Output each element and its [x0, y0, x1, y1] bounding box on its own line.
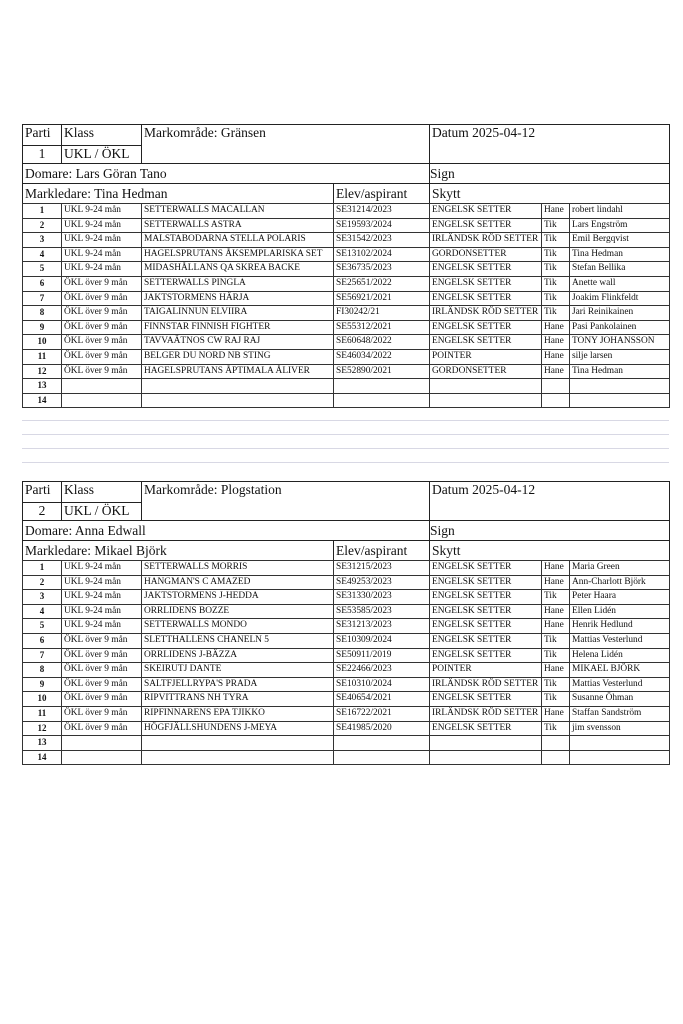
breed-cell: IRLÄNDSK RÖD SETTER [430, 677, 542, 692]
breed-cell: ENGELSK SETTER [430, 335, 542, 350]
table-row [23, 633, 670, 648]
sign-label: Sign [430, 522, 455, 538]
reg-number-cell [334, 750, 430, 765]
breed-cell: ENGELSK SETTER [430, 262, 542, 277]
handler-cell: Helena Lidén [570, 648, 670, 663]
dog-name-cell: HANGMAN'S C AMAZED [142, 575, 334, 590]
reg-number-cell [334, 393, 430, 408]
handler-cell [570, 393, 670, 408]
class-cell: UKL 9-24 mån [62, 204, 142, 219]
skytt-label: Skytt [430, 184, 670, 204]
dog-name-cell: SETTERWALLS ASTRA [142, 218, 334, 233]
start-number: 5 [23, 262, 62, 277]
dog-name-cell: BELGER DU NORD NB STING [142, 349, 334, 364]
breed-cell: ENGELSK SETTER [430, 604, 542, 619]
start-number: 11 [23, 349, 62, 364]
domare-field: Domare: Anna Edwall [23, 521, 430, 541]
handler-cell: Stefan Bellika [570, 262, 670, 277]
class-cell [62, 750, 142, 765]
parti-number: 1 [23, 146, 62, 164]
table-row [23, 204, 670, 219]
class-cell: ÖKL över 9 mån [62, 335, 142, 350]
reg-number-cell: SE52890/2021 [334, 364, 430, 379]
dog-list-table-1 [22, 203, 670, 408]
class-cell: UKL 9-24 mån [62, 575, 142, 590]
table-row [23, 590, 670, 605]
class-cell: ÖKL över 9 mån [62, 706, 142, 721]
markomrade-field: Markområde: Gränsen [142, 125, 430, 164]
sign-label: Sign [430, 165, 455, 181]
class-cell: ÖKL över 9 mån [62, 291, 142, 306]
dog-name-cell: MIDASHÅLLANS QA SKREA BACKE [142, 262, 334, 277]
class-cell: ÖKL över 9 mån [62, 320, 142, 335]
breed-cell [430, 393, 542, 408]
breed-cell: ENGELSK SETTER [430, 619, 542, 634]
table-row [23, 364, 670, 379]
start-number: 11 [23, 706, 62, 721]
start-number: 2 [23, 575, 62, 590]
sex-cell: Hane [542, 619, 570, 634]
dog-name-cell: SLETTHALLENS CHANELN 5 [142, 633, 334, 648]
breed-cell: ENGELSK SETTER [430, 204, 542, 219]
handler-cell: silje larsen [570, 349, 670, 364]
start-number: 3 [23, 233, 62, 248]
start-number: 13 [23, 379, 62, 394]
sex-cell: Tik [542, 721, 570, 736]
sex-cell: Hane [542, 204, 570, 219]
table-row [23, 320, 670, 335]
reg-number-cell: SE19593/2024 [334, 218, 430, 233]
handler-cell: Mattias Vesterlund [570, 677, 670, 692]
sex-cell: Tik [542, 247, 570, 262]
start-number: 4 [23, 604, 62, 619]
sex-cell: Hane [542, 320, 570, 335]
table-row [23, 575, 670, 590]
separator-line [22, 434, 669, 435]
table-row [23, 262, 670, 277]
breed-cell: IRLÄNDSK RÖD SETTER [430, 233, 542, 248]
reg-number-cell: SE13102/2024 [334, 247, 430, 262]
sex-cell: Hane [542, 604, 570, 619]
sex-cell [542, 750, 570, 765]
reg-number-cell: FI30242/21 [334, 306, 430, 321]
breed-cell: ENGELSK SETTER [430, 648, 542, 663]
table-row [23, 736, 670, 751]
breed-cell [430, 379, 542, 394]
handler-cell: Susanne Öhman [570, 692, 670, 707]
sex-cell [542, 393, 570, 408]
dog-list-table-2 [22, 560, 670, 765]
start-number: 7 [23, 648, 62, 663]
class-cell: ÖKL över 9 mån [62, 364, 142, 379]
sex-cell: Tik [542, 233, 570, 248]
dog-name-cell: TAIGALINNUN ELVIIRA [142, 306, 334, 321]
dog-name-cell [142, 379, 334, 394]
separator-line [22, 462, 669, 463]
parti-header-2 [22, 481, 670, 521]
dog-list-body [23, 561, 670, 765]
skytt-label: Skytt [430, 541, 670, 561]
klass-value: UKL / ÖKL [62, 503, 142, 521]
table-row [23, 306, 670, 321]
breed-cell: ENGELSK SETTER [430, 575, 542, 590]
sex-cell: Tik [542, 306, 570, 321]
class-cell: UKL 9-24 mån [62, 262, 142, 277]
handler-cell [570, 736, 670, 751]
dog-name-cell: SETTERWALLS PINGLA [142, 276, 334, 291]
elev-label: Elev/aspirant [334, 541, 430, 561]
dog-name-cell: HÖGFJÄLLSHUNDENS J-MEYA [142, 721, 334, 736]
dog-name-cell: RIPFINNARENS EPA TJIKKO [142, 706, 334, 721]
breed-cell [430, 750, 542, 765]
datum-field: Datum 2025-04-12 [430, 482, 670, 521]
dog-name-cell: SETTERWALLS MACALLAN [142, 204, 334, 219]
breed-cell: ENGELSK SETTER [430, 320, 542, 335]
dog-name-cell: FINNSTAR FINNISH FIGHTER [142, 320, 334, 335]
parti-officials-1 [22, 163, 670, 184]
reg-number-cell [334, 379, 430, 394]
parti-section-2 [22, 481, 669, 765]
class-cell [62, 393, 142, 408]
class-cell: UKL 9-24 mån [62, 561, 142, 576]
table-row [23, 349, 670, 364]
sex-cell: Hane [542, 706, 570, 721]
sex-cell: Tik [542, 262, 570, 277]
reg-number-cell: SE41985/2020 [334, 721, 430, 736]
class-cell: ÖKL över 9 mån [62, 633, 142, 648]
start-number: 13 [23, 736, 62, 751]
markledare-field: Markledare: Mikael Björk [23, 541, 334, 561]
breed-cell: ENGELSK SETTER [430, 633, 542, 648]
reg-number-cell: SE31214/2023 [334, 204, 430, 219]
dog-name-cell: MALSTABODARNA STELLA POLARIS [142, 233, 334, 248]
dog-name-cell: ORRLIDENS J-BÄZZA [142, 648, 334, 663]
breed-cell: IRLÄNDSK RÖD SETTER [430, 306, 542, 321]
class-cell: ÖKL över 9 mån [62, 721, 142, 736]
sex-cell: Tik [542, 648, 570, 663]
start-number: 9 [23, 677, 62, 692]
markomrade-field: Markområde: Plogstation [142, 482, 430, 521]
start-number: 8 [23, 663, 62, 678]
handler-cell: Mattias Vesterlund [570, 633, 670, 648]
handler-cell: Tina Hedman [570, 364, 670, 379]
handler-cell: Staffan Sandström [570, 706, 670, 721]
class-cell: UKL 9-24 mån [62, 218, 142, 233]
start-number: 6 [23, 633, 62, 648]
class-cell: ÖKL över 9 mån [62, 663, 142, 678]
start-number: 1 [23, 561, 62, 576]
sign-field [430, 164, 670, 184]
reg-number-cell: SE31542/2023 [334, 233, 430, 248]
table-row [23, 291, 670, 306]
table-row [23, 604, 670, 619]
reg-number-cell: SE10310/2024 [334, 677, 430, 692]
handler-cell: Joakim Flinkfeldt [570, 291, 670, 306]
klass-value: UKL / ÖKL [62, 146, 142, 164]
dog-name-cell: RIPVITTRANS NH TYRA [142, 692, 334, 707]
handler-cell [570, 379, 670, 394]
breed-cell: ENGELSK SETTER [430, 721, 542, 736]
handler-cell: jim svensson [570, 721, 670, 736]
breed-cell: POINTER [430, 663, 542, 678]
handler-cell: Tina Hedman [570, 247, 670, 262]
reg-number-cell: SE40654/2021 [334, 692, 430, 707]
reg-number-cell: SE31330/2023 [334, 590, 430, 605]
class-cell: ÖKL över 9 mån [62, 349, 142, 364]
elev-label: Elev/aspirant [334, 184, 430, 204]
class-cell: ÖKL över 9 mån [62, 276, 142, 291]
breed-cell: ENGELSK SETTER [430, 291, 542, 306]
class-cell: UKL 9-24 mån [62, 619, 142, 634]
reg-number-cell: SE49253/2023 [334, 575, 430, 590]
reg-number-cell: SE31215/2023 [334, 561, 430, 576]
reg-number-cell: SE56921/2021 [334, 291, 430, 306]
handler-cell: Emil Bergqvist [570, 233, 670, 248]
table-row [23, 233, 670, 248]
dog-name-cell: SKEIRUTJ DANTE [142, 663, 334, 678]
class-cell: UKL 9-24 mån [62, 604, 142, 619]
class-cell: UKL 9-24 mån [62, 247, 142, 262]
markledare-field: Markledare: Tina Hedman [23, 184, 334, 204]
sex-cell: Tik [542, 276, 570, 291]
reg-number-cell: SE16722/2021 [334, 706, 430, 721]
start-number: 7 [23, 291, 62, 306]
domare-field: Domare: Lars Göran Tano [23, 164, 430, 184]
class-cell [62, 736, 142, 751]
reg-number-cell: SE53585/2023 [334, 604, 430, 619]
handler-cell [570, 750, 670, 765]
table-row [23, 335, 670, 350]
klass-label: Klass [62, 125, 142, 146]
table-row [23, 677, 670, 692]
separator-line [22, 448, 669, 449]
table-row [23, 561, 670, 576]
handler-cell: Anette wall [570, 276, 670, 291]
class-cell: ÖKL över 9 mån [62, 692, 142, 707]
separator-line [22, 420, 669, 421]
sex-cell: Hane [542, 335, 570, 350]
reg-number-cell [334, 736, 430, 751]
table-row [23, 692, 670, 707]
table-row [23, 619, 670, 634]
reg-number-cell: SE31213/2023 [334, 619, 430, 634]
class-cell [62, 379, 142, 394]
dog-name-cell [142, 393, 334, 408]
sex-cell: Tik [542, 677, 570, 692]
handler-cell: Maria Green [570, 561, 670, 576]
table-row [23, 393, 670, 408]
start-number: 9 [23, 320, 62, 335]
dog-name-cell: JAKTSTORMENS HÄRJA [142, 291, 334, 306]
breed-cell [430, 736, 542, 751]
dog-name-cell: SETTERWALLS MORRIS [142, 561, 334, 576]
reg-number-cell: SE22466/2023 [334, 663, 430, 678]
table-row [23, 218, 670, 233]
class-cell: UKL 9-24 mån [62, 590, 142, 605]
start-number: 10 [23, 692, 62, 707]
dog-name-cell: HAGELSPRUTANS ÅKSEMPLARISKA SET [142, 247, 334, 262]
sex-cell: Tik [542, 633, 570, 648]
klass-label: Klass [62, 482, 142, 503]
start-number: 14 [23, 393, 62, 408]
table-row [23, 706, 670, 721]
sex-cell: Tik [542, 218, 570, 233]
handler-cell: Pasi Pankolainen [570, 320, 670, 335]
dog-name-cell: ORRLIDENS BOZZE [142, 604, 334, 619]
reg-number-cell: SE60648/2022 [334, 335, 430, 350]
dog-name-cell: JAKTSTORMENS J-HEDDA [142, 590, 334, 605]
sex-cell: Tik [542, 590, 570, 605]
parti-header-1 [22, 124, 670, 164]
sex-cell: Hane [542, 349, 570, 364]
table-row [23, 663, 670, 678]
dog-name-cell: SETTERWALLS MONDO [142, 619, 334, 634]
class-cell: ÖKL över 9 mån [62, 677, 142, 692]
handler-cell: Ann-Charlott Björk [570, 575, 670, 590]
parti-label: Parti [23, 482, 62, 503]
sex-cell: Hane [542, 663, 570, 678]
sex-cell: Tik [542, 692, 570, 707]
parti-officials-2 [22, 520, 670, 541]
start-number: 2 [23, 218, 62, 233]
handler-cell: Lars Engström [570, 218, 670, 233]
sign-field [430, 521, 670, 541]
breed-cell: ENGELSK SETTER [430, 218, 542, 233]
table-row [23, 648, 670, 663]
handler-cell: Ellen Lidén [570, 604, 670, 619]
handler-cell: Peter Haara [570, 590, 670, 605]
handler-cell: MIKAEL BJÖRK [570, 663, 670, 678]
reg-number-cell: SE36735/2023 [334, 262, 430, 277]
breed-cell: IRLÄNDSK RÖD SETTER [430, 706, 542, 721]
table-row [23, 247, 670, 262]
start-number: 12 [23, 364, 62, 379]
handler-cell: Henrik Hedlund [570, 619, 670, 634]
table-row [23, 379, 670, 394]
datum-field: Datum 2025-04-12 [430, 125, 670, 164]
sex-cell: Hane [542, 364, 570, 379]
reg-number-cell: SE55312/2021 [334, 320, 430, 335]
start-number: 1 [23, 204, 62, 219]
sex-cell: Hane [542, 561, 570, 576]
breed-cell: ENGELSK SETTER [430, 561, 542, 576]
dog-list-body [23, 204, 670, 408]
reg-number-cell: SE46034/2022 [334, 349, 430, 364]
handler-cell: robert lindahl [570, 204, 670, 219]
start-number: 14 [23, 750, 62, 765]
start-number: 4 [23, 247, 62, 262]
table-row [23, 721, 670, 736]
table-row [23, 276, 670, 291]
breed-cell: ENGELSK SETTER [430, 590, 542, 605]
breed-cell: GORDONSETTER [430, 247, 542, 262]
breed-cell: ENGELSK SETTER [430, 692, 542, 707]
reg-number-cell: SE50911/2019 [334, 648, 430, 663]
parti-roles-2 [22, 540, 670, 561]
start-number: 10 [23, 335, 62, 350]
breed-cell: GORDONSETTER [430, 364, 542, 379]
dog-name-cell [142, 736, 334, 751]
breed-cell: ENGELSK SETTER [430, 276, 542, 291]
dog-name-cell [142, 750, 334, 765]
start-number: 8 [23, 306, 62, 321]
handler-cell: Jari Reinikainen [570, 306, 670, 321]
parti-section-1 [22, 124, 669, 408]
reg-number-cell: SE10309/2024 [334, 633, 430, 648]
start-number: 3 [23, 590, 62, 605]
parti-roles-1 [22, 183, 670, 204]
sex-cell: Hane [542, 575, 570, 590]
class-cell: UKL 9-24 mån [62, 233, 142, 248]
breed-cell: POINTER [430, 349, 542, 364]
handler-cell: TONY JOHANSSON [570, 335, 670, 350]
sex-cell: Tik [542, 291, 570, 306]
table-row [23, 750, 670, 765]
class-cell: ÖKL över 9 mån [62, 306, 142, 321]
dog-name-cell: SALTFJELLRYPA'S PRADA [142, 677, 334, 692]
sex-cell [542, 736, 570, 751]
parti-label: Parti [23, 125, 62, 146]
class-cell: ÖKL över 9 mån [62, 648, 142, 663]
reg-number-cell: SE25651/2022 [334, 276, 430, 291]
start-number: 6 [23, 276, 62, 291]
start-number: 12 [23, 721, 62, 736]
dog-name-cell: TAVVAÄTNOS CW RAJ RAJ [142, 335, 334, 350]
start-number: 5 [23, 619, 62, 634]
dog-name-cell: HAGELSPRUTANS ÅPTIMALA ÅLIVER [142, 364, 334, 379]
sex-cell [542, 379, 570, 394]
parti-number: 2 [23, 503, 62, 521]
